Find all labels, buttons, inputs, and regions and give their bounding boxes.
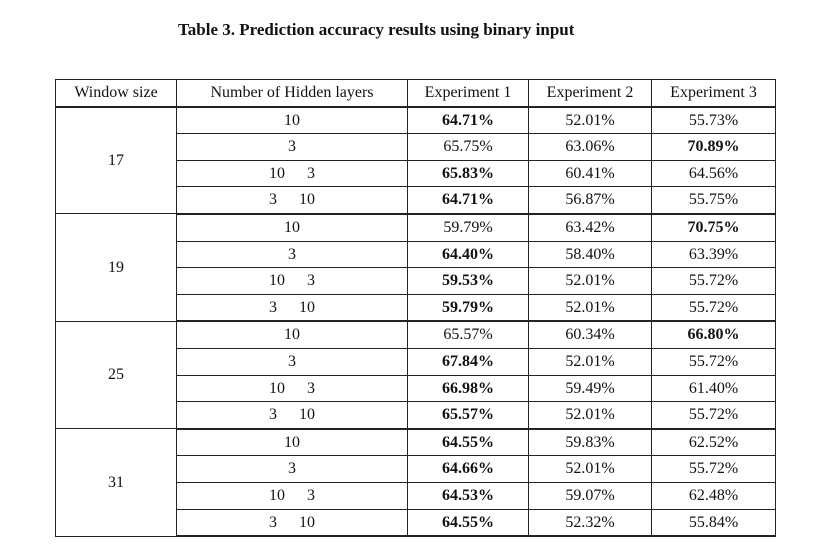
experiment-2-cell: 60.34%	[529, 321, 652, 348]
layer-value: 3	[269, 513, 277, 531]
experiment-3-cell: 62.48%	[652, 482, 776, 509]
experiment-2-cell: 52.32%	[529, 509, 652, 536]
layer-value: 10	[299, 191, 315, 209]
header-experiment-3: Experiment 3	[652, 80, 776, 107]
hidden-layers-cell	[177, 402, 408, 429]
experiment-1-cell: 64.66%	[408, 456, 529, 483]
layer-value: 10	[269, 379, 285, 397]
layer-value: 10	[299, 513, 315, 531]
layer-value: 10	[269, 272, 285, 290]
experiment-1-cell: 65.57%	[408, 402, 529, 429]
experiment-1-cell: 59.53%	[408, 268, 529, 295]
layer-value: 10	[284, 433, 300, 451]
experiment-2-cell: 56.87%	[529, 187, 652, 214]
experiment-2-cell: 63.06%	[529, 134, 652, 161]
hidden-layers-cell	[177, 268, 408, 295]
experiment-1-cell: 65.57%	[408, 321, 529, 348]
table-body	[56, 107, 776, 537]
window-size-cell: 19	[56, 214, 177, 321]
layer-value: 3	[288, 245, 296, 263]
experiment-1-cell: 67.84%	[408, 348, 529, 375]
hidden-layers-cell	[177, 294, 408, 321]
layer-value: 3	[269, 406, 277, 424]
experiment-3-cell: 55.84%	[652, 509, 776, 536]
experiment-2-cell: 52.01%	[529, 294, 652, 321]
hidden-layers-cell	[177, 187, 408, 214]
experiment-2-cell: 58.40%	[529, 241, 652, 268]
experiment-1-cell: 59.79%	[408, 214, 529, 241]
experiment-3-cell: 55.72%	[652, 294, 776, 321]
hidden-layers-cell	[177, 429, 408, 456]
experiment-1-cell: 59.79%	[408, 294, 529, 321]
hidden-layers-cell	[177, 482, 408, 509]
experiment-3-cell: 55.75%	[652, 187, 776, 214]
experiment-1-cell: 64.71%	[408, 187, 529, 214]
header-hidden-layers: Number of Hidden layers	[177, 80, 408, 107]
hidden-layers-cell	[177, 321, 408, 348]
header-window-size: Window size	[56, 80, 177, 107]
hidden-layers-cell	[177, 160, 408, 187]
table-row	[56, 429, 776, 456]
table-row	[56, 321, 776, 348]
layer-value: 10	[299, 406, 315, 424]
header-row	[56, 80, 776, 107]
experiment-1-cell: 64.55%	[408, 429, 529, 456]
experiment-2-cell: 52.01%	[529, 456, 652, 483]
layer-value: 10	[284, 218, 300, 236]
experiment-3-cell: 66.80%	[652, 321, 776, 348]
experiment-3-cell: 55.72%	[652, 456, 776, 483]
experiment-1-cell: 64.40%	[408, 241, 529, 268]
experiment-2-cell: 52.01%	[529, 268, 652, 295]
hidden-layers-cell	[177, 509, 408, 536]
experiment-2-cell: 59.49%	[529, 375, 652, 402]
experiment-3-cell: 63.39%	[652, 241, 776, 268]
experiment-3-cell: 55.73%	[652, 107, 776, 134]
layer-value: 10	[269, 164, 285, 182]
experiment-3-cell: 55.72%	[652, 348, 776, 375]
layer-value: 3	[288, 352, 296, 370]
header-experiment-1: Experiment 1	[408, 80, 529, 107]
hidden-layers-cell	[177, 348, 408, 375]
experiment-3-cell: 70.89%	[652, 134, 776, 161]
layer-value: 3	[269, 298, 277, 316]
window-size-cell: 17	[56, 107, 177, 214]
experiment-3-cell: 64.56%	[652, 160, 776, 187]
experiment-2-cell: 52.01%	[529, 402, 652, 429]
layer-value: 10	[284, 326, 300, 344]
layer-value: 3	[288, 460, 296, 478]
hidden-layers-cell	[177, 456, 408, 483]
experiment-2-cell: 63.42%	[529, 214, 652, 241]
results-table	[55, 79, 776, 537]
layer-value: 3	[307, 486, 315, 504]
hidden-layers-cell	[177, 241, 408, 268]
experiment-3-cell: 62.52%	[652, 429, 776, 456]
hidden-layers-cell	[177, 375, 408, 402]
table-row	[56, 107, 776, 134]
experiment-1-cell: 65.75%	[408, 134, 529, 161]
experiment-1-cell: 65.83%	[408, 160, 529, 187]
experiment-1-cell: 66.98%	[408, 375, 529, 402]
layer-value: 3	[307, 272, 315, 290]
window-size-cell: 31	[56, 429, 177, 536]
table-row	[56, 214, 776, 241]
header-experiment-2: Experiment 2	[529, 80, 652, 107]
layer-value: 10	[269, 486, 285, 504]
experiment-3-cell: 70.75%	[652, 214, 776, 241]
experiment-2-cell: 59.83%	[529, 429, 652, 456]
hidden-layers-cell	[177, 107, 408, 134]
experiment-2-cell: 52.01%	[529, 107, 652, 134]
window-size-cell: 25	[56, 321, 177, 428]
experiment-2-cell: 59.07%	[529, 482, 652, 509]
layer-value: 3	[307, 379, 315, 397]
hidden-layers-cell	[177, 214, 408, 241]
layer-value: 3	[269, 191, 277, 209]
experiment-2-cell: 52.01%	[529, 348, 652, 375]
layer-value: 3	[288, 138, 296, 156]
experiment-3-cell: 55.72%	[652, 402, 776, 429]
table-caption: Table 3. Prediction accuracy results using binary input	[178, 20, 575, 39]
layer-value: 3	[307, 164, 315, 182]
experiment-3-cell: 61.40%	[652, 375, 776, 402]
layer-value: 10	[284, 111, 300, 129]
experiment-2-cell: 60.41%	[529, 160, 652, 187]
experiment-3-cell: 55.72%	[652, 268, 776, 295]
experiment-1-cell: 64.55%	[408, 509, 529, 536]
layer-value: 10	[299, 298, 315, 316]
experiment-1-cell: 64.53%	[408, 482, 529, 509]
experiment-1-cell: 64.71%	[408, 107, 529, 134]
hidden-layers-cell	[177, 134, 408, 161]
